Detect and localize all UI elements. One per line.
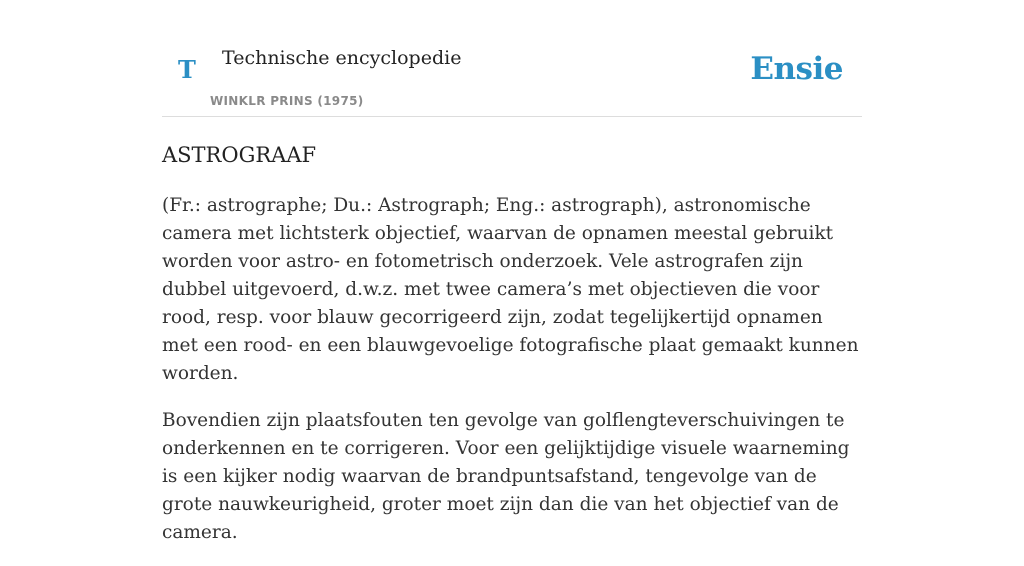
article-paragraph: (Fr.: astrographe; Du.: Astrograph; Eng.: astrograph), astronomische camera met lichtsterk objectief, waarvan de opnamen meestal gebruikt worden voor astro- en fotometrisch onderzoek. Vele astrografen zijn dubbel uitgevoerd, d.w.z. met twee camera’s met objectieven die voor rood, resp. voor blauw gecorrigeerd zijn, zodat tegelijkertijd opnamen met een rood- en een blauwgevoelige fotografische plaat gemaakt kunnen worden. [162, 195, 859, 384]
article-body [162, 192, 862, 566]
header [162, 0, 862, 117]
book-subtitle: WINKLR PRINS (1975) [210, 94, 364, 108]
book-logo[interactable]: T [178, 55, 196, 84]
article-paragraph: Bovendien zijn plaatsfouten ten gevolge van golflengteverschuivingen te onderkennen en te corrigeren. Voor een gelijktijdige visuele waarneming is een kijker nodig waarvan de brandpuntsafstand, tengevolge van de grote nauwkeurigheid, groter moet zijn dan die van het objectief van de camera. [162, 410, 850, 543]
ensie-logo-link[interactable]: Ensie [750, 51, 843, 87]
book-title-link[interactable]: Technische encyclopedie [222, 47, 462, 69]
article-title: ASTROGRAAF [162, 143, 317, 167]
